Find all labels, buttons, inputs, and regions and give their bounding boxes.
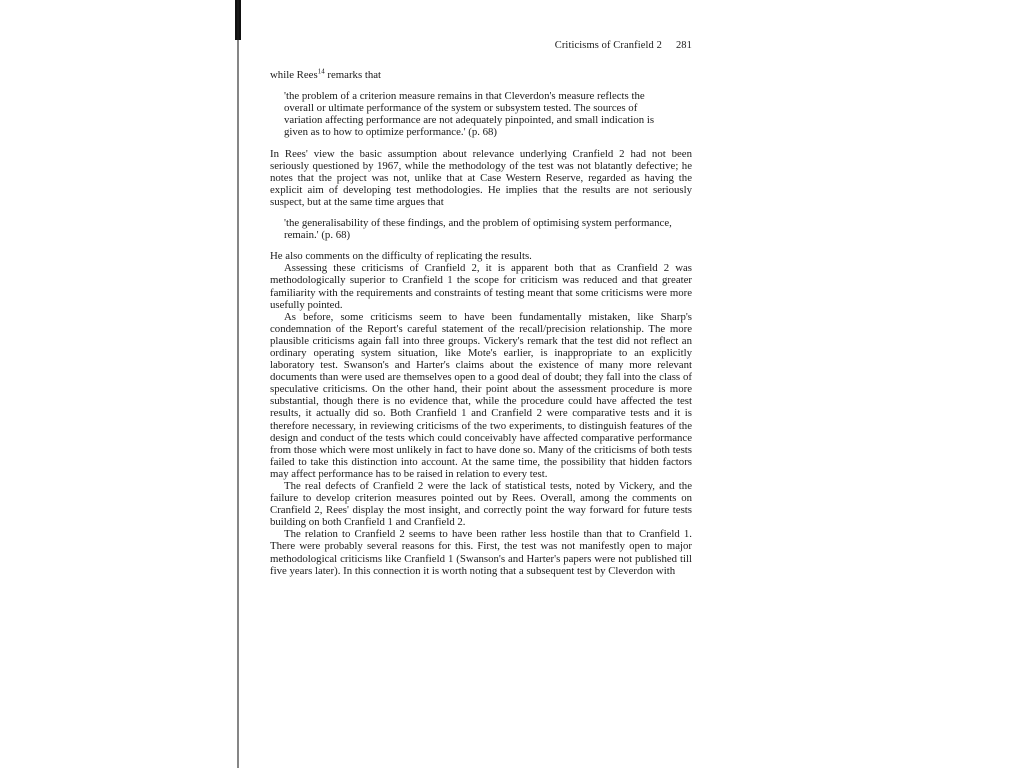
paragraph-5: The real defects of Cranfield 2 were the lack of statistical tests, noted by Vickery, and the failure to develop criterion measures pointed out by Rees. Overall, among the comments on Cranfield 2, Rees' display the most insight, and correctly point the way forward for future tests building on both Cranfield 1 and Cranfield 2. bbox=[270, 480, 692, 529]
running-title: Criticisms of Cranfield 2 bbox=[554, 40, 662, 51]
book-page bbox=[270, 40, 692, 577]
block-quote-2: 'the generalisability of these findings, and the problem of optimising system performance, remain.' (p. 68) bbox=[284, 217, 672, 242]
intro-line bbox=[270, 69, 692, 81]
paragraph-2: He also comments on the difficulty of replicating the results. bbox=[270, 250, 532, 263]
page-number: 281 bbox=[675, 40, 692, 51]
scan-edge bbox=[237, 0, 239, 768]
paragraph-1: In Rees' view the basic assumption about relevance underlying Cranfield 2 had not been seriously questioned by 1967, while the methodology of the test was not blatantly defective; he notes that the project was not, unlike that at Case Western Reserve, regarded as having the explicit aim of developing test methodologies. He implies that the results are not seriously suspect, but at the same time argues that bbox=[270, 147, 692, 208]
paragraph-3: Assessing these criticisms of Cranfield 2, it is apparent both that as Cranfield 2 was methodologically superior to Cranfield 1 the scope for criticism was reduced and that greater familiarity with the requirements and constraints of testing meant that some criticisms were more usefully pointed. bbox=[270, 262, 692, 311]
intro-tail: remarks that bbox=[324, 69, 382, 82]
running-head bbox=[270, 40, 692, 52]
paragraph-6: The relation to Cranfield 2 seems to have been rather less hostile than that to Cranfield 1. There were probably several reasons for this. First, the test was not manifestly open to major methodological criticisms like Cranfield 1 (Swanson's and Harter's papers were not published till five years later). In this connection it is worth noting that a subsequent test by Cleverdon with bbox=[270, 528, 692, 577]
block-quote-1: 'the problem of a criterion measure remains in that Cleverdon's measure reflects the overall or ultimate performance of the system or subsystem tested. The sources of variation affecting performance are not adequately pinpointed, and small indication is given as to how to optimize performance.' (p. 68) bbox=[284, 90, 655, 139]
footnote-ref: 14 bbox=[317, 67, 325, 76]
intro-text: while Rees bbox=[270, 69, 318, 82]
paragraph-4: As before, some criticisms seem to have been fundamentally mistaken, like Sharp's condemnation of the Report's careful statement of the recall/precision relationship. The more plausible criticisms again fall into three groups. Vickery's remark that the test did not reflect an ordinary operating system situation, like Mote's earlier, is inappropriate to an explicitly laboratory test. Swanson's and Harter's claims about the existence of many more relevant documents than were used are themselves open to a good deal of doubt; they fall into the class of speculative criticisms. On the other hand, their point about the assessment procedure is more substantial, though there is no evidence that, while the procedure could have affected the test results, it actually did so. Both Cranfield 1 and Cranfield 2 were comparative tests and it is therefore necessary, in reviewing criticisms of the two experiments, to distinguish features of the design and conduct of the tests which could conceivably have affected comparative performance from those which were most unlikely in fact to have done so. Many of the criticisms of both tests failed to take this distinction into account. At the same time, the possibility that hidden factors may affect performance has to be raised in relation to every test. bbox=[270, 310, 692, 480]
